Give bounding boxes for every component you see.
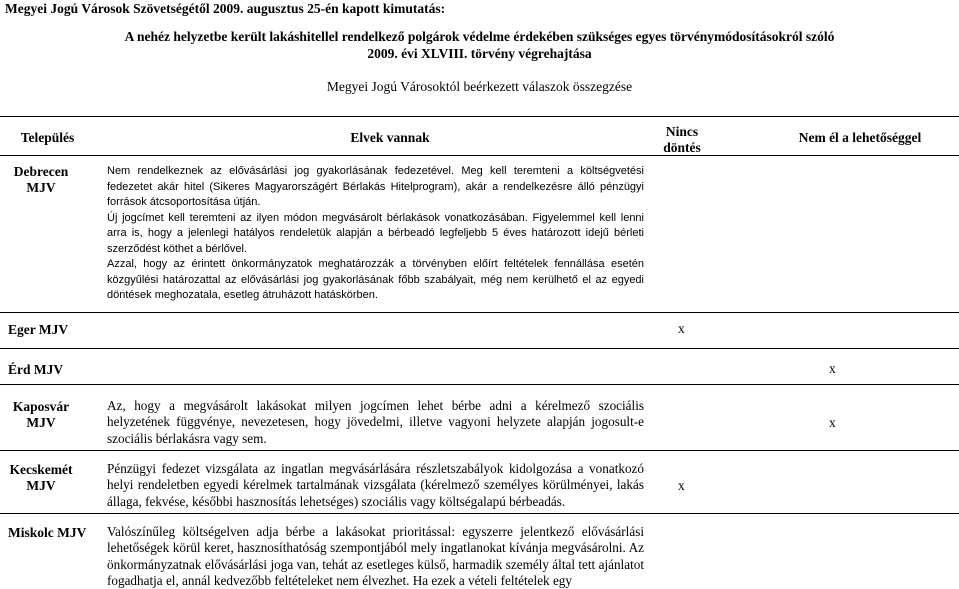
column-header-not-used: Nem él a lehetőséggel bbox=[798, 130, 922, 145]
mark-not-used-erd: x bbox=[829, 361, 836, 376]
paragraph: Azzal, hogy az érintett önkormányzatok meghatározzák a törvényben előírt feltételek fennállása esetén közgyűlési határozattal az elővásárlási jog gyakorlásának főbb szabályait, még nem kerülhető el az egyedi döntések meghozatala, esetleg átruházott hatáskörben. bbox=[107, 258, 644, 301]
row-city-erd: Érd MJV bbox=[8, 362, 64, 377]
row-text-kecskemet: Pénzügyi fedezet vizsgálata az ingatlan megvásárlására részletszabályok kidolgozása a vonatkozó helyi rendeletben egyedi kérelmek tartalmának vizsgálata (kérelmező személyes körülményei, lakás állaga, fekvése, későbbi hasznosítás lehetséges) szociális vagy költségalapú bérbeadás. bbox=[107, 461, 644, 509]
row-city-kecskemet: Kecskemét MJV bbox=[9, 462, 73, 493]
paragraph: Nem rendelkeznek az elővásárlási jog gyakorlásának fedezetével. Meg kell teremteni a költségvetési fedezetet akár hitel (Sikeres Magyarországért Bérlakás Hitelprogram), akár a rendelkezésre álló pénzügyi források átcsoportosítása útján. bbox=[107, 165, 644, 208]
column-header-available: Elvek vannak bbox=[350, 130, 430, 145]
row-city-kaposvar: Kaposvár MJV bbox=[12, 399, 70, 430]
row-city-miskolc: Miskolc MJV bbox=[8, 525, 87, 540]
row-text-miskolc: Valószínűleg költségelven adja bérbe a lakásokat prioritással: egyszerre jelentkező elővásárlási lehetőségek körül keret, hasznosíthatóság szempontjából mely ingatlanokat kívánja megvásárolni. Az önkormányzatnak elővásárlási joga van, tehát az esetleges külső, harmadik személy által tett ajánlatot fogadhatja el, annál kedvezőbb feltételeket nem élvezhet. Ha ezek a vételi feltételek egy bbox=[107, 524, 644, 588]
summary-title: Megyei Jogú Városoktól beérkezett válaszok összegzése bbox=[326, 79, 633, 94]
org-line: Megyei Jogú Városok Szövetségétől 2009. augusztus 25-én kapott kimutatás: bbox=[5, 1, 446, 16]
row-city-eger: Eger MJV bbox=[8, 322, 69, 337]
row-divider bbox=[0, 384, 959, 385]
mark-no-decision-eger: x bbox=[678, 321, 685, 336]
column-header-no-decision: Nincs döntés bbox=[663, 124, 701, 155]
mark-no-decision-kecskemet: x bbox=[678, 478, 685, 493]
row-text-kaposvar: Az, hogy a megvásárolt lakásokat milyen jogcímen lehet bérbe adni a kérelmező szociális helyzetének függvénye, nevezetesen, hogy jövedelmi, illetve vagyoni helyzete alapján jogosult-e szociális bérlakásra vagy sem. bbox=[107, 398, 644, 446]
column-header-settlement: Település bbox=[20, 130, 75, 145]
row-text-debrecen bbox=[107, 164, 644, 304]
row-divider bbox=[0, 348, 959, 349]
mark-not-used-kaposvar: x bbox=[829, 415, 836, 430]
row-divider bbox=[0, 513, 959, 514]
paragraph: Új jogcímet kell teremteni az ilyen módon megvásárolt bérlakások vonatkozásában. Figyelemmel kell lenni arra is, hogy a jelenlegi hatályos rendeletük alapján a bérbeadó legfeljebb 5 éves határozott idejű bérleti szerződést köthet a bérlővel. bbox=[107, 211, 644, 255]
row-divider bbox=[0, 312, 959, 313]
law-title: A nehéz helyzetbe került lakáshitellel rendelkező polgárok védelme érdekében szükséges egyes törvénymódosításokról szóló 2009. évi XLVIII. törvény végrehajtása bbox=[124, 29, 835, 61]
row-city-debrecen: Debrecen MJV bbox=[13, 164, 69, 195]
header-bottom-rule bbox=[0, 155, 959, 156]
table-top-rule bbox=[0, 116, 959, 117]
row-divider bbox=[0, 450, 959, 451]
